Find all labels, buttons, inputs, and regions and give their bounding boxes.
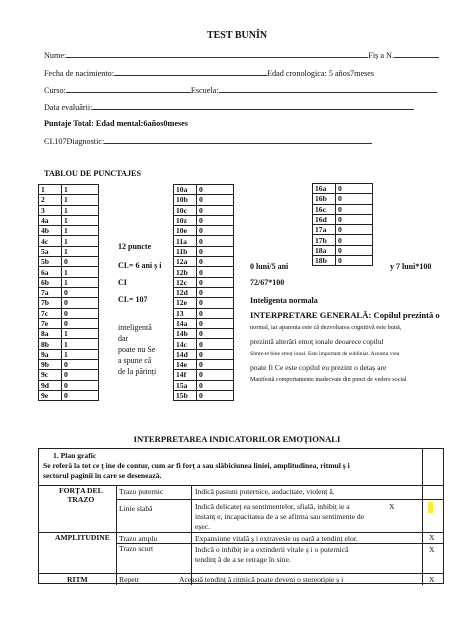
ce-text: CI.= 6 ani ș i: [118, 261, 162, 270]
score-table-3: [312, 183, 373, 266]
item-score: 0: [197, 370, 234, 380]
item-score: 0: [62, 370, 99, 380]
score-row: [174, 267, 234, 277]
score-row: [174, 298, 234, 308]
item-score: 0: [197, 215, 234, 225]
item-code: 10a: [174, 185, 197, 195]
item-code: 11b: [174, 246, 197, 256]
school-field[interactable]: [219, 84, 437, 93]
score-row: [39, 390, 99, 400]
name-row: [44, 49, 439, 60]
score-row: [174, 308, 234, 318]
score-row: [39, 339, 99, 349]
score-row: [174, 195, 234, 205]
item-score: 0: [336, 235, 373, 245]
item-code: 10e: [174, 226, 197, 236]
item-code: 12b: [174, 267, 197, 277]
item-score: 0: [197, 287, 234, 297]
eval-date-row: [44, 101, 414, 112]
score-row: [313, 214, 373, 224]
score-row: [39, 195, 99, 205]
course-row: [44, 84, 437, 95]
item-score: 0: [62, 308, 99, 318]
school-label: Escuela:: [190, 86, 219, 95]
item-code: 14a: [174, 318, 197, 328]
item-score: 1: [62, 246, 99, 256]
score-table-2: [173, 184, 234, 401]
item-score: 0: [336, 194, 373, 204]
item-code: 15a: [174, 380, 197, 390]
item-score: 1: [62, 277, 99, 287]
intel-line: a spune că: [118, 356, 152, 365]
item-code: 14e: [174, 360, 197, 370]
item-code: 7b: [39, 298, 62, 308]
score-row: [174, 215, 234, 225]
item-text: Indică pasiuni puternice, audacitate, violenț ă.: [195, 487, 335, 496]
score-row: [174, 349, 234, 359]
item-score: 0: [62, 257, 99, 267]
score-row: [174, 370, 234, 380]
intel-line: dar: [118, 334, 129, 343]
mark-x: X: [429, 545, 435, 554]
ci-107-text: CI.= 107: [118, 295, 148, 304]
mark-x: X: [389, 502, 395, 511]
item-code: 8b: [39, 339, 62, 349]
item-code: 5a: [39, 246, 62, 256]
interp-line: normal, iar aparenta este că dezvoltarea cognitivă este bună,: [250, 324, 402, 331]
general-interpretation-title: INTERPRETARE GENERALĂ: Copilul prezintă o: [250, 310, 440, 320]
score-row: [39, 215, 99, 225]
score-table-title: TABLOU DE PUNCTAJES: [44, 169, 142, 178]
score-row: [174, 318, 234, 328]
score-row: [39, 236, 99, 246]
item-code: 14d: [174, 349, 197, 359]
score-row: [313, 235, 373, 245]
item-label: Trazo amplu: [119, 534, 158, 543]
score-row: [174, 390, 234, 400]
item-score: 1: [62, 226, 99, 236]
ci-text: CI: [118, 278, 127, 287]
name-field[interactable]: [66, 49, 368, 58]
item-score: 0: [336, 214, 373, 224]
plan-desc-line: Se referă la tot ce ț ine de contur, cum ar fi forț a sau slăbiciunea liniei, amplitudinea, ritmul ș i: [43, 461, 350, 470]
score-row: [174, 360, 234, 370]
item-score: 1: [62, 339, 99, 349]
item-score: 0: [197, 339, 234, 349]
score-row: [174, 246, 234, 256]
intel-text: [118, 322, 156, 377]
score-row: [39, 185, 99, 195]
score-row: [174, 236, 234, 246]
item-score: 0: [336, 225, 373, 235]
mark-x: X: [429, 575, 435, 584]
category-rhythm: RITM: [67, 575, 88, 584]
eval-date-label: Data evaluării:: [44, 103, 93, 112]
item-code: 18a: [313, 245, 336, 255]
item-score: 0: [62, 318, 99, 328]
item-code: 10z: [174, 215, 197, 225]
fraction-text: 72/67*100: [250, 278, 285, 287]
plan-desc-line: sectorul paginii în care se desenează.: [43, 471, 162, 480]
eval-date-field[interactable]: [92, 101, 414, 110]
item-code: 16a: [313, 184, 336, 194]
score-row: [39, 349, 99, 359]
score-row: [174, 277, 234, 287]
score-table-1: [38, 184, 99, 401]
item-code: 10c: [174, 205, 197, 215]
score-row: [39, 318, 99, 328]
item-code: 8a: [39, 329, 62, 339]
item-code: 16d: [313, 214, 336, 224]
intel-line: poate nu Se: [118, 345, 156, 354]
item-code: 6a: [39, 267, 62, 277]
item-score: 1: [62, 267, 99, 277]
intel-line: inteligentă: [118, 323, 152, 332]
item-code: 12d: [174, 287, 197, 297]
score-row: [313, 184, 373, 194]
course-label: Curso:: [44, 86, 66, 95]
item-score: 0: [197, 267, 234, 277]
item-score: 1: [62, 195, 99, 205]
item-score: 0: [197, 360, 234, 370]
item-score: 0: [336, 256, 373, 266]
item-score: 0: [197, 195, 234, 205]
birth-label: Fecha de nacimiento:: [44, 69, 115, 78]
item-score: 0: [62, 360, 99, 370]
score-row: [313, 225, 373, 235]
score-row: [39, 360, 99, 370]
item-code: 5b: [39, 257, 62, 267]
item-code: 10b: [174, 195, 197, 205]
category-label: TRAZO: [67, 495, 95, 504]
item-score: 0: [197, 318, 234, 328]
diagnostic-row: [44, 135, 372, 146]
interp-line: Simte-te bine emoț ional. Este important de subliniat. Aceasta vrea: [250, 351, 400, 357]
item-score: 0: [197, 185, 234, 195]
item-code: 2: [39, 195, 62, 205]
score-row: [39, 267, 99, 277]
item-text: Expansiune vitală ș i extravesie uș oară a tendinț elor.: [195, 534, 358, 543]
item-score: 1: [62, 236, 99, 246]
score-row: [39, 308, 99, 318]
item-score: 0: [197, 226, 234, 236]
score-row: [39, 226, 99, 236]
score-row: [174, 329, 234, 339]
item-label: Linie slabă: [119, 504, 153, 513]
score-row: [313, 256, 373, 266]
item-text-line: eșec.: [195, 522, 210, 531]
score-row: [39, 205, 99, 215]
item-code: 7c: [39, 308, 62, 318]
item-score: 0: [197, 308, 234, 318]
item-score: 0: [197, 257, 234, 267]
category-label: FORȚA DEL: [59, 486, 103, 495]
item-code: 9c: [39, 370, 62, 380]
item-code: 1: [39, 185, 62, 195]
score-row: [39, 370, 99, 380]
item-code: 12e: [174, 298, 197, 308]
item-code: 9b: [39, 360, 62, 370]
score-row: [39, 257, 99, 267]
score-row: [174, 287, 234, 297]
item-score: 0: [62, 298, 99, 308]
item-code: 17a: [313, 225, 336, 235]
item-score: 0: [336, 204, 373, 214]
score-row: [39, 287, 99, 297]
points-text: 12 puncte: [118, 242, 152, 251]
item-text: [195, 502, 364, 532]
item-code: 7e: [39, 318, 62, 328]
item-code: 9a: [39, 349, 62, 359]
item-score: 1: [62, 215, 99, 225]
score-row: [174, 226, 234, 236]
fis-field[interactable]: [394, 49, 439, 58]
item-code: 13: [174, 308, 197, 318]
mark-x: X: [429, 533, 435, 542]
score-row: [174, 205, 234, 215]
item-score: 1: [62, 349, 99, 359]
diagnostic-label: CI.107Diagnostic:: [44, 137, 105, 146]
course-field[interactable]: [66, 84, 191, 93]
emotional-indicators-table: [38, 448, 444, 584]
item-score: 0: [197, 349, 234, 359]
score-row: [313, 194, 373, 204]
item-score: 0: [336, 184, 373, 194]
category-force: [59, 486, 103, 504]
score-row: [174, 339, 234, 349]
item-code: 16c: [313, 204, 336, 214]
score-row: [39, 246, 99, 256]
score-row: [174, 185, 234, 195]
item-code: 12a: [174, 257, 197, 267]
item-text-line: tendinț ă de a se retrage în sine.: [195, 555, 291, 564]
intel-normal-text: Inteligenta normala: [250, 296, 318, 305]
item-text-line: instanț e, incapacitatea de a se afirma sau sentimente de: [195, 512, 365, 521]
months-right-text: y 7 luni*100: [390, 262, 432, 271]
age-label: Edad cronologica: 5 años7meses: [267, 69, 375, 78]
item-score: 0: [62, 287, 99, 297]
item-code: 4a: [39, 215, 62, 225]
score-row: [39, 298, 99, 308]
score-row: [174, 380, 234, 390]
item-code: 6b: [39, 277, 62, 287]
item-score: 0: [197, 380, 234, 390]
item-score: 0: [336, 245, 373, 255]
interp-line: Manifestă comportamente inadecvate din punct de vedere social: [250, 377, 407, 383]
item-label: Trazo puternic: [119, 487, 164, 496]
item-code: 18b: [313, 256, 336, 266]
item-score: 0: [62, 390, 99, 400]
item-code: 9e: [39, 390, 62, 400]
yellow-highlight: [428, 502, 433, 513]
item-code: 3: [39, 205, 62, 215]
item-text: Această tendinț ă ritmică poate deveni o stereotipie ș i: [179, 575, 344, 584]
item-code: 14b: [174, 329, 197, 339]
interp-line: poate fi Ce este copilul eu prezint o detaș are: [250, 363, 387, 372]
item-score: 1: [62, 329, 99, 339]
item-label: Repetr: [119, 575, 140, 584]
item-code: 15b: [174, 390, 197, 400]
item-score: 1: [62, 185, 99, 195]
months-text: 0 luni/5 ani: [250, 262, 289, 271]
item-code: 14f: [174, 370, 197, 380]
diagnostic-field[interactable]: [104, 135, 372, 144]
item-score: 0: [197, 205, 234, 215]
score-row: [174, 257, 234, 267]
birth-field[interactable]: [114, 67, 267, 76]
item-code: 11a: [174, 236, 197, 246]
item-score: 1: [62, 205, 99, 215]
item-score: 0: [197, 329, 234, 339]
total-score: Puntaje Total: Edad mental:6años0meses: [44, 119, 188, 128]
section-title: INTERPRETAREA INDICATORILOR EMOȚIONALI: [133, 434, 341, 444]
birth-row: [44, 67, 374, 78]
item-text-line: Indică o inhibiț ie a extinderii vitale ș i o puternică: [195, 545, 349, 554]
item-score: 0: [197, 246, 234, 256]
item-text-line: Indică delicateț ea sentimentelor, sfială, inhibiț ie a: [195, 502, 350, 511]
plan-grafic-heading: 1. Plan grafic: [53, 451, 97, 460]
intel-line: de la părinți: [118, 367, 157, 376]
score-row: [39, 380, 99, 390]
score-row: [39, 329, 99, 339]
item-code: 16b: [313, 194, 336, 204]
name-label: Nume:: [44, 51, 67, 60]
item-code: 9d: [39, 380, 62, 390]
item-score: 0: [197, 277, 234, 287]
score-row: [313, 204, 373, 214]
item-code: 4c: [39, 236, 62, 246]
item-score: 0: [62, 380, 99, 390]
item-code: 14c: [174, 339, 197, 349]
interp-line: prezintă alterări emoț ionale deoarece copilul: [250, 337, 384, 346]
item-code: 4b: [39, 226, 62, 236]
category-amplitude: AMPLITUDINE: [55, 533, 110, 542]
item-score: 0: [197, 298, 234, 308]
item-label: Trazo scurt: [119, 544, 154, 553]
item-text: [195, 545, 349, 565]
item-code: 7a: [39, 287, 62, 297]
item-code: 17b: [313, 235, 336, 245]
score-row: [313, 245, 373, 255]
item-code: 12c: [174, 277, 197, 287]
score-row: [39, 277, 99, 287]
fis-label: Fiș a N.: [368, 51, 394, 60]
item-score: 0: [197, 236, 234, 246]
item-score: 0: [197, 390, 234, 400]
page-title: TEST BUNÎN: [206, 30, 268, 41]
